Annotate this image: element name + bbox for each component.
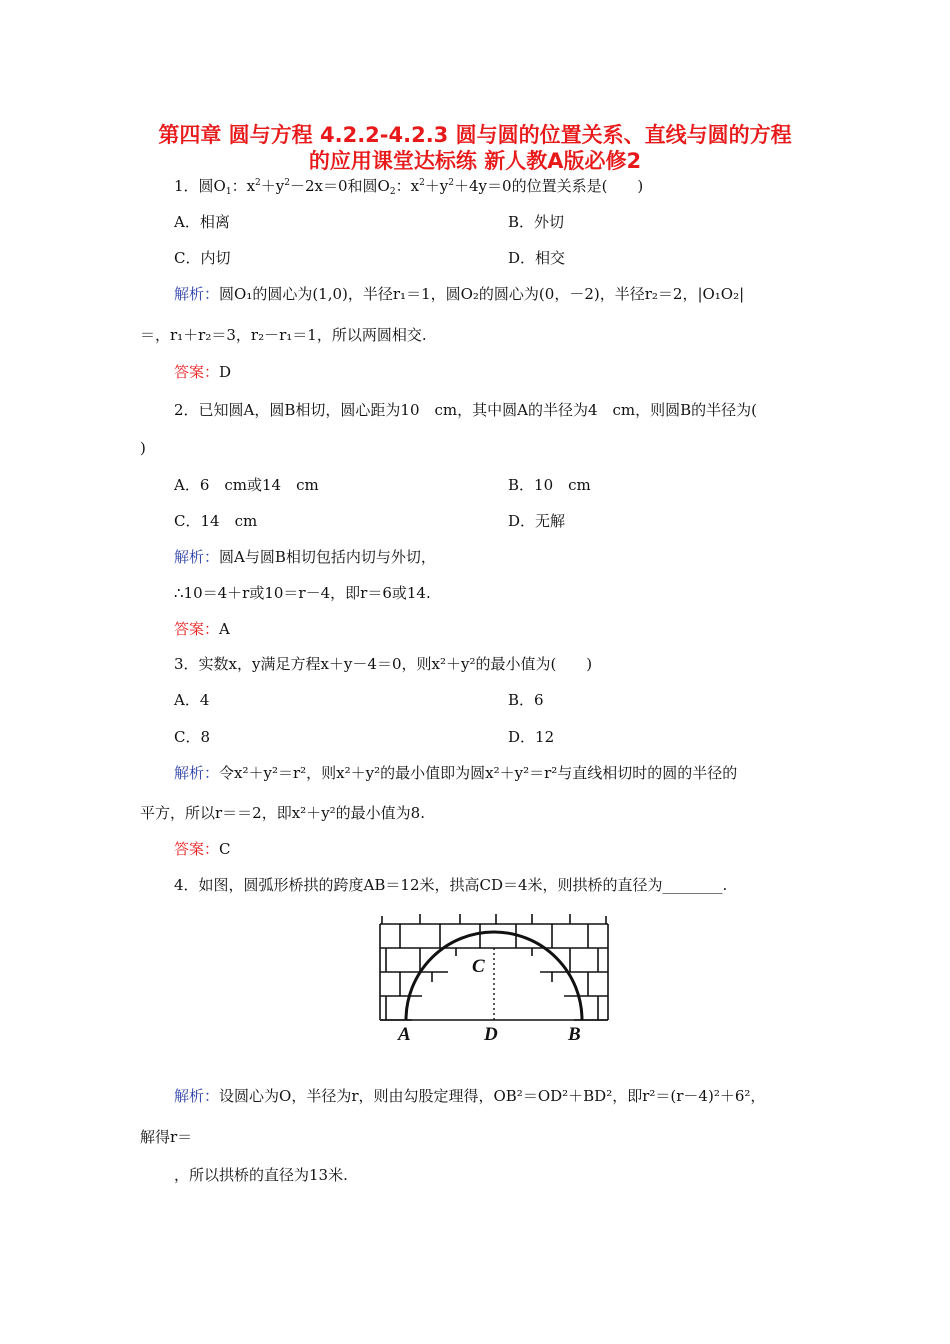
title-line-2: 的应用课堂达标练 新人教A版必修2 (308, 149, 642, 173)
q3-answer: 答案：C (174, 840, 231, 858)
q2-stem-line-2: ) (140, 439, 146, 457)
analysis-label: 解析： (174, 548, 220, 566)
q4-stem: 4．如图，圆弧形桥拱的跨度AB＝12米，拱高CD＝4米，则拱桥的直径为________. (174, 876, 728, 894)
q2-analysis-line-1: 解析：圆A与圆B相切包括内切与外切， (174, 548, 436, 566)
answer-label: 答案： (174, 620, 220, 638)
q1-option-b: B．外切 (508, 213, 565, 231)
q1-answer: 答案：D (174, 363, 232, 381)
q4-analysis-line-2: 解得r＝ (140, 1128, 193, 1146)
q4-analysis-line-1: 解析：设圆心为O，半径为r，则由勾股定理得，OB²＝OD²＋BD²，即r²＝(r－4)²＋6²， (174, 1087, 766, 1105)
analysis-label: 解析： (174, 285, 220, 303)
analysis-label: 解析： (174, 1087, 220, 1105)
q2-option-b: B．10 cm (508, 476, 591, 494)
q3-stem: 3．实数x，y满足方程x＋y－4＝0，则x²＋y²的最小值为( ) (174, 655, 593, 673)
label-c: C (472, 956, 485, 977)
q2-stem-line-1: 2．已知圆A，圆B相切，圆心距为10 cm，其中圆A的半径为4 cm，则圆B的半径为( (174, 401, 757, 419)
q3-option-b: B．6 (508, 691, 544, 709)
q1-analysis-line-1: 解析：圆O₁的圆心为(1,0)，半径r₁＝1，圆O₂的圆心为(0，－2)，半径r₂＝2，|O₁O₂| (174, 285, 745, 303)
q3-option-c: C．8 (174, 728, 211, 746)
q1-analysis-line-2: ＝，r₁＋r₂＝3，r₂－r₁＝1，所以两圆相交. (140, 326, 427, 344)
answer-label: 答案： (174, 840, 220, 858)
q3-analysis-line-1: 解析：令x²＋y²＝r²，则x²＋y²的最小值即为圆x²＋y²＝r²与直线相切时的圆的半径的 (174, 764, 738, 782)
q2-option-c: C．14 cm (174, 512, 258, 530)
q3-analysis-line-2: 平方，所以r＝＝2，即x²＋y²的最小值为8. (140, 804, 425, 822)
q2-analysis-line-2: ∴10＝4＋r或10＝r－4，即r＝6或14. (174, 584, 431, 602)
q1-option-d: D．相交 (508, 249, 566, 267)
title-line-1: 第四章 圆与方程 4.2.2-4.2.3 圆与圆的位置关系、直线与圆的方程 (158, 123, 792, 147)
q1-option-a: A．相离 (174, 213, 230, 231)
analysis-label: 解析： (174, 764, 220, 782)
q3-option-a: A．4 (174, 691, 210, 709)
q3-option-d: D．12 (508, 728, 555, 746)
q1-option-c: C．内切 (174, 249, 231, 267)
page-title (120, 122, 830, 174)
q2-option-a: A．6 cm或14 cm (174, 476, 319, 494)
label-d: D (484, 1024, 498, 1045)
label-b: B (568, 1024, 581, 1045)
q1-stem: 1．圆$O_1$：$x^2+y^2-2x=0$和圆$O_2$：$x^2+y^2+4y=0$的位置关系是( ) (174, 177, 644, 197)
label-a: A (398, 1024, 411, 1045)
arch-bridge-figure (376, 910, 612, 1048)
q2-option-d: D．无解 (508, 512, 566, 530)
answer-label: 答案： (174, 363, 220, 381)
q2-answer: 答案：A (174, 620, 230, 638)
q4-analysis-line-3: ，所以拱桥的直径为13米. (174, 1166, 348, 1184)
